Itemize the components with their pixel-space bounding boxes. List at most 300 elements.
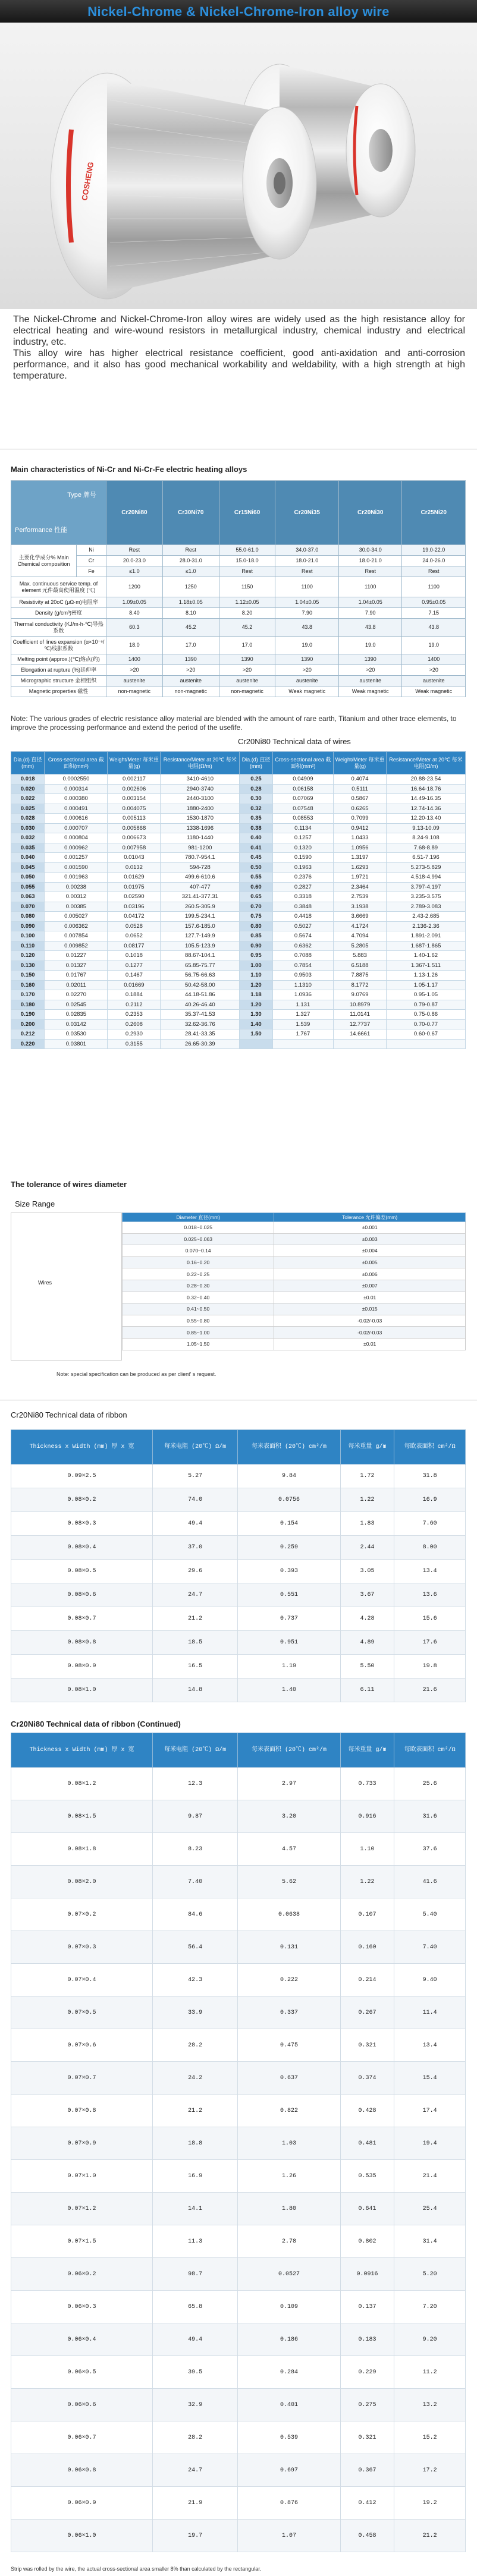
table-cell: 0.01227 <box>45 951 108 961</box>
table-cell: 0.85 <box>240 931 272 941</box>
table-cell: 8.10 <box>162 608 219 619</box>
table-cell: 1.10 <box>340 1833 394 1866</box>
table-cell: 0.110 <box>11 941 45 951</box>
table-cell: 3.6669 <box>334 912 387 922</box>
table-cell: 0.001590 <box>45 862 108 873</box>
table-cell: 1400 <box>402 654 466 665</box>
table-cell: 0.374 <box>340 2062 394 2095</box>
table-cell: 1530-1870 <box>161 814 240 824</box>
table-cell: 0.32~0.40 <box>123 1292 274 1303</box>
column-header: Diameter 直径(mm) <box>123 1213 274 1222</box>
table-cell: 15.4 <box>394 2062 466 2095</box>
table-cell: 0.08×0.4 <box>11 1536 153 1560</box>
table-cell: 0.000491 <box>45 804 108 814</box>
property-label: Micrographic structure 金相组织 <box>11 676 106 686</box>
table-cell: 7.15 <box>402 608 466 619</box>
table-cell: 0.01975 <box>108 882 161 892</box>
table-row <box>123 1222 466 1234</box>
table-cell: 0.107 <box>340 1898 394 1931</box>
table-cell: 981-1200 <box>161 843 240 853</box>
table-cell: 18.8 <box>153 2127 238 2160</box>
table-cell: 0.5674 <box>272 931 334 941</box>
table-cell: 0.41~0.50 <box>123 1303 274 1315</box>
table-cell: 499.6-610.6 <box>161 873 240 883</box>
table-cell: austenite <box>106 676 163 686</box>
property-label: Thermal conductivity (KJ/m·h·℃)导热系数 <box>11 619 106 637</box>
table-cell: 0.000314 <box>45 784 108 794</box>
table-cell: >20 <box>106 665 163 676</box>
table-cell: 17.0 <box>219 637 275 654</box>
table-cell: 0.85~1.00 <box>123 1327 274 1339</box>
props-note: Note: The various grades of electric resistance alloy material are blended with the amount of rare earth, Titanium and other trace elements, to improve the processing performance and extend the period of the usefife. <box>11 714 457 732</box>
table-cell: 19.2 <box>394 2487 466 2520</box>
table-cell: 0.186 <box>238 2323 340 2356</box>
table-row <box>11 784 466 794</box>
table-cell: 7.40 <box>394 1931 466 1964</box>
ribbon-note: Strip was rolled by the wire, the actual cross-sectional area smaller 8% than calculated by the rectangular. <box>11 2566 262 2572</box>
table-cell: 0.951 <box>238 1631 340 1655</box>
table-cell: 0.08×0.9 <box>11 1655 153 1679</box>
table-row <box>11 2127 466 2160</box>
table-cell: 0.45 <box>240 853 272 863</box>
table-cell: 20.88-23.54 <box>387 774 466 785</box>
table-cell: -0.02/-0.03 <box>274 1327 466 1339</box>
table-cell: 0.06×0.7 <box>11 2421 153 2454</box>
table-row <box>11 961 466 971</box>
table-cell: 19.8 <box>394 1655 466 1679</box>
table-cell: 0.000616 <box>45 814 108 824</box>
property-row <box>11 577 466 597</box>
table-cell <box>334 1039 387 1049</box>
table-row <box>123 1245 466 1257</box>
table-cell: 8.24-9.108 <box>387 833 466 843</box>
table-cell: 0.95 <box>240 951 272 961</box>
property-label: Max. continuous service temp. of element 元件最高使用温度 (℃) <box>11 577 106 597</box>
table-cell: 13.4 <box>394 1560 466 1583</box>
intro-text <box>13 314 465 382</box>
table-cell: 0.035 <box>11 843 45 853</box>
column-header: Cross-sectional area 截面积(mm²) <box>45 752 108 774</box>
table-row <box>11 1655 466 1679</box>
table-cell: 0.180 <box>11 1000 45 1010</box>
table-cell: 0.95-1.05 <box>387 990 466 1000</box>
table-cell: 0.40 <box>240 833 272 843</box>
table-cell: 0.284 <box>238 2356 340 2389</box>
table-cell: 0.018~0.025 <box>123 1222 274 1234</box>
table-cell: 16.5 <box>153 1655 238 1679</box>
table-cell: 0.458 <box>340 2520 394 2552</box>
table-cell: 0.30 <box>240 794 272 804</box>
table-row <box>123 1280 466 1292</box>
table-row <box>11 971 466 981</box>
table-cell: 1.72 <box>340 1465 394 1488</box>
table-cell: 9.20 <box>394 2323 466 2356</box>
table-cell: 19.0-22.0 <box>402 545 466 556</box>
table-cell: 13.2 <box>394 2389 466 2421</box>
property-row <box>11 665 466 676</box>
table-row <box>11 921 466 931</box>
table-row <box>11 1583 466 1607</box>
table-cell: 0.09×2.5 <box>11 1465 153 1488</box>
table-cell: 11.4 <box>394 1996 466 2029</box>
table-cell: 0.07069 <box>272 794 334 804</box>
table-cell: 1100 <box>402 577 466 597</box>
table-row <box>11 1512 466 1536</box>
table-cell: ±0.007 <box>274 1280 466 1292</box>
table-cell: 21.4 <box>394 2160 466 2193</box>
table-row <box>11 823 466 833</box>
table-row <box>11 1019 466 1029</box>
table-cell <box>272 1039 334 1049</box>
page-title: Nickel-Chrome & Nickel-Chrome-Iron alloy wire <box>87 4 390 19</box>
table-cell: 1.40-1.62 <box>387 951 466 961</box>
table-cell: 0.25 <box>240 774 272 785</box>
table-cell: austenite <box>338 676 402 686</box>
table-row <box>11 1800 466 1833</box>
table-cell: 0.55 <box>240 873 272 883</box>
table-cell: 0.08×1.5 <box>11 1800 153 1833</box>
property-label: Elongation at rupture (%)延伸率 <box>11 665 106 676</box>
table-cell: 45.2 <box>219 619 275 637</box>
grade-header: Cr15Ni60 <box>219 481 275 545</box>
table-cell: 0.822 <box>238 2095 340 2127</box>
table-cell: 0.001257 <box>45 853 108 863</box>
table-cell: 0.35 <box>240 814 272 824</box>
table-cell: 18.0-21.0 <box>338 556 402 566</box>
table-cell: 0.06×0.6 <box>11 2389 153 2421</box>
table-cell: 0.08×0.3 <box>11 1512 153 1536</box>
table-cell: 28.41-33.35 <box>161 1029 240 1040</box>
table-cell: 0.01767 <box>45 971 108 981</box>
table-cell: 0.028 <box>11 814 45 824</box>
table-cell: 24.0-26.0 <box>402 556 466 566</box>
table-cell: 24.7 <box>153 1583 238 1607</box>
table-cell: 1.687-1.865 <box>387 941 466 951</box>
table-cell: 0.275 <box>340 2389 394 2421</box>
table-cell: 1.9721 <box>334 873 387 883</box>
table-cell: 1.22 <box>340 1488 394 1512</box>
table-cell: 29.6 <box>153 1560 238 1583</box>
table-row <box>11 1679 466 1702</box>
table-cell: 1.0936 <box>272 990 334 1000</box>
table-cell: 84.6 <box>153 1898 238 1931</box>
table-cell: Rest <box>275 566 339 577</box>
table-cell: 10.8979 <box>334 1000 387 1010</box>
table-cell: 0.08×1.0 <box>11 1679 153 1702</box>
table-row <box>11 814 466 824</box>
table-cell: 7.90 <box>338 608 402 619</box>
table-cell: 0.06×0.2 <box>11 2258 153 2291</box>
table-cell: 25.6 <box>394 1768 466 1800</box>
table-cell: 7.20 <box>394 2291 466 2323</box>
table-cell: 13.6 <box>394 1583 466 1607</box>
table-row <box>11 2062 466 2095</box>
column-header: Thickness x Width (mm) 厚 x 宽 <box>11 1430 153 1465</box>
table-cell: 0.2827 <box>272 882 334 892</box>
table-cell: 0.1467 <box>108 971 161 981</box>
table-cell: 0.040 <box>11 853 45 863</box>
table-cell: 0.38 <box>240 823 272 833</box>
table-cell: 0.018 <box>11 774 45 785</box>
property-row <box>11 686 466 697</box>
table-cell: 1390 <box>219 654 275 665</box>
table-cell: 0.070 <box>11 902 45 912</box>
table-cell: 0.393 <box>238 1560 340 1583</box>
property-label: Coefficient of lines expansion (α×10⁻⁶/℃)线胀系数 <box>11 637 106 654</box>
table-cell: 4.89 <box>340 1631 394 1655</box>
table-cell: 0.75 <box>240 912 272 922</box>
characteristics-table <box>11 480 466 697</box>
table-cell: 0.1277 <box>108 961 161 971</box>
table-row <box>123 1315 466 1327</box>
table-cell: 0.75-0.86 <box>387 1010 466 1020</box>
table-cell: 0.32 <box>240 804 272 814</box>
table-cell: 0.032 <box>11 833 45 843</box>
spool-brand-label: COSHENG <box>80 161 96 201</box>
table-cell: 8.20 <box>219 608 275 619</box>
table-cell: 49.4 <box>153 2323 238 2356</box>
table-cell: 0.000962 <box>45 843 108 853</box>
table-cell: 0.70 <box>240 902 272 912</box>
table-cell: 4.1724 <box>334 921 387 931</box>
table-cell: 0.1963 <box>272 862 334 873</box>
table-cell: 0.137 <box>340 2291 394 2323</box>
column-header: Thickness x Width (mm) 厚 x 宽 <box>11 1733 153 1768</box>
table-cell: 1.09±0.05 <box>106 597 163 608</box>
table-row <box>11 853 466 863</box>
table-cell: 31.6 <box>394 1800 466 1833</box>
table-cell: 5.27 <box>153 1465 238 1488</box>
table-cell: 2.78 <box>238 2225 340 2258</box>
table-cell: 98.7 <box>153 2258 238 2291</box>
table-row <box>11 794 466 804</box>
table-row <box>11 2323 466 2356</box>
table-cell: 0.06×0.8 <box>11 2454 153 2487</box>
table-row <box>11 2258 466 2291</box>
table-cell: 0.0652 <box>108 931 161 941</box>
table-row <box>11 951 466 961</box>
wires-label: Wires <box>38 1280 52 1286</box>
table-cell: 1390 <box>338 654 402 665</box>
table-cell: 2.136-2.36 <box>387 921 466 931</box>
table-cell: 0.321 <box>340 2421 394 2454</box>
table-cell: 0.190 <box>11 1010 45 1020</box>
table-cell: 0.001963 <box>45 873 108 883</box>
table-cell: 7.60 <box>394 1512 466 1536</box>
table-cell: 1.03 <box>238 2127 340 2160</box>
performance-label: Performance 性能 <box>15 526 68 534</box>
table-row <box>11 912 466 922</box>
table-cell: 1.26 <box>238 2160 340 2193</box>
table-cell: ≤1.0 <box>162 566 219 577</box>
table-cell: 24.7 <box>153 2454 238 2487</box>
table-cell: 9.87 <box>153 1800 238 1833</box>
table-cell: 0.06×0.5 <box>11 2356 153 2389</box>
table-cell: 16.64-18.76 <box>387 784 466 794</box>
table-row <box>11 862 466 873</box>
table-cell: 0.7854 <box>272 961 334 971</box>
table-cell: 0.697 <box>238 2454 340 2487</box>
table-cell: 0.01629 <box>108 873 161 883</box>
table-cell: 12.20-13.40 <box>387 814 466 824</box>
table-cell: 0.481 <box>340 2127 394 2160</box>
table-cell: 0.00385 <box>45 902 108 912</box>
table-cell: 0.08×1.2 <box>11 1768 153 1800</box>
table-cell: 0.428 <box>340 2095 394 2127</box>
table-cell: 260.5-305.9 <box>161 902 240 912</box>
table-cell: 9.84 <box>238 1465 340 1488</box>
table-row <box>123 1233 466 1245</box>
table-cell: 0.07×1.2 <box>11 2193 153 2225</box>
table-cell: 41.6 <box>394 1866 466 1898</box>
table-cell: 11.2 <box>394 2356 466 2389</box>
table-row <box>11 1898 466 1931</box>
table-cell: 0.07×0.2 <box>11 1898 153 1931</box>
table-cell: 3410-4610 <box>161 774 240 785</box>
table-cell: 0.6362 <box>272 941 334 951</box>
table-cell: 0.01043 <box>108 853 161 863</box>
table-cell: 8.1772 <box>334 980 387 990</box>
table-cell: 1.1310 <box>272 980 334 990</box>
table-cell: 0.030 <box>11 823 45 833</box>
table-cell: 11.3 <box>153 2225 238 2258</box>
table-cell: 1.20 <box>240 980 272 990</box>
table-cell: 0.08×1.8 <box>11 1833 153 1866</box>
table-cell: 8.40 <box>106 608 163 619</box>
table-cell: 8.00 <box>394 1536 466 1560</box>
table-cell: 49.4 <box>153 1512 238 1536</box>
column-header: 每欧表面积 cm²/Ω <box>394 1430 466 1465</box>
table-cell: 1180-1440 <box>161 833 240 843</box>
property-row <box>11 619 466 637</box>
table-cell: ±0.003 <box>274 1233 466 1245</box>
property-label: Resistivity at 20oC (μΩ·m)电阻率 <box>11 597 106 608</box>
table-cell: 2.97 <box>238 1768 340 1800</box>
table-cell: 19.0 <box>402 637 466 654</box>
table-cell: Rest <box>338 566 402 577</box>
table-cell: 0.002606 <box>108 784 161 794</box>
property-row <box>11 676 466 686</box>
size-range-box <box>11 1213 122 1361</box>
table-cell: 2.7539 <box>334 892 387 902</box>
table-cell: 43.8 <box>275 619 339 637</box>
table-cell: 0.009852 <box>45 941 108 951</box>
table-cell: 5.273-5.829 <box>387 862 466 873</box>
table-cell: 17.4 <box>394 2095 466 2127</box>
table-cell: 0.03801 <box>45 1039 108 1049</box>
table-cell: 0.65 <box>240 892 272 902</box>
table-cell: 1250 <box>162 577 219 597</box>
table-cell: 0.2376 <box>272 873 334 883</box>
grade-header: Cr30Ni70 <box>162 481 219 545</box>
table-cell: 9.40 <box>394 1964 466 1996</box>
table-cell: austenite <box>162 676 219 686</box>
column-header: Cross-sectional area 截面积(mm²) <box>272 752 334 774</box>
table-cell: 0.535 <box>340 2160 394 2193</box>
table-cell: 0.06158 <box>272 784 334 794</box>
table-cell: 7.40 <box>153 1866 238 1898</box>
table-cell: 0.07×0.8 <box>11 2095 153 2127</box>
table-cell: 0.6265 <box>334 804 387 814</box>
table-cell: 0.06×0.3 <box>11 2291 153 2323</box>
table-cell: 5.50 <box>340 1655 394 1679</box>
table-cell: 0.000804 <box>45 833 108 843</box>
table-cell: 56.75-66.63 <box>161 971 240 981</box>
column-header: 每米重量 g/m <box>340 1733 394 1768</box>
table-cell: 0.90 <box>240 941 272 951</box>
table-cell: 0.41 <box>240 843 272 853</box>
table-row <box>11 1996 466 2029</box>
table-cell: 5.20 <box>394 2258 466 2291</box>
table-cell: 30.0-34.0 <box>338 545 402 556</box>
table-cell: 15.6 <box>394 1607 466 1631</box>
table-cell: 0.9503 <box>272 971 334 981</box>
table-cell: 1.327 <box>272 1010 334 1020</box>
tolerance-table <box>122 1213 466 1350</box>
table-cell: 0.03530 <box>45 1029 108 1040</box>
table-cell: 4.57 <box>238 1833 340 1866</box>
type-performance-header <box>11 481 106 545</box>
table-cell: 50.42-58.00 <box>161 980 240 990</box>
table-cell: 0.50 <box>240 862 272 873</box>
table-cell: 0.551 <box>238 1583 340 1607</box>
table-cell: 1.18±0.05 <box>162 597 219 608</box>
table-cell: 0.070~0.14 <box>123 1245 274 1257</box>
table-cell: 0.07×0.6 <box>11 2029 153 2062</box>
table-row <box>11 1931 466 1964</box>
table-cell: 0.00312 <box>45 892 108 902</box>
table-row <box>11 1536 466 1560</box>
column-header: Resistance/Meter at 20℃ 每米电阻(Ω/m) <box>387 752 466 774</box>
table-cell: 1.05~1.50 <box>123 1338 274 1350</box>
table-cell: 2.3464 <box>334 882 387 892</box>
table-row <box>123 1256 466 1268</box>
size-range-label: Size Range <box>15 1199 55 1208</box>
table-row <box>11 2356 466 2389</box>
table-cell: 1.12±0.05 <box>219 597 275 608</box>
table-cell: 0.412 <box>340 2487 394 2520</box>
element-label: Ni <box>77 545 106 556</box>
table-cell: 45.2 <box>162 619 219 637</box>
table-cell: 7.90 <box>275 608 339 619</box>
table-cell: 37.0 <box>153 1536 238 1560</box>
table-cell: 1.891-2.091 <box>387 931 466 941</box>
tolerance-title: The tolerance of wires diameter <box>11 1180 127 1189</box>
table-cell: 0.03142 <box>45 1019 108 1029</box>
table-cell: 0.1590 <box>272 853 334 863</box>
table-cell: 0.06×1.0 <box>11 2520 153 2552</box>
table-cell: ±0.005 <box>274 1256 466 1268</box>
table-cell: 1.07 <box>238 2520 340 2552</box>
title-bar <box>0 0 477 23</box>
element-label: Cr <box>77 556 106 566</box>
table-cell: Weak magnetic <box>402 686 466 697</box>
table-row <box>11 1964 466 1996</box>
table-cell: 18.0 <box>106 637 163 654</box>
table-row <box>11 1607 466 1631</box>
table-cell: 0.637 <box>238 2062 340 2095</box>
table-cell: 74.0 <box>153 1488 238 1512</box>
table-cell: ±0.01 <box>274 1338 466 1350</box>
table-cell: 39.5 <box>153 2356 238 2389</box>
table-cell: 0.367 <box>340 2454 394 2487</box>
table-cell: 0.150 <box>11 971 45 981</box>
table-cell: 0.07×0.4 <box>11 1964 153 1996</box>
table-cell: 28.0-31.0 <box>162 556 219 566</box>
table-row <box>11 774 466 785</box>
intro-paragraph-2: This alloy wire has higher electrical resistance coefficient, good anti-axidation and anti-corrosion performance, and it also has good mechanical workability and weldability, with a high strength at high temperature. <box>13 348 465 381</box>
table-cell: 1150 <box>219 577 275 597</box>
